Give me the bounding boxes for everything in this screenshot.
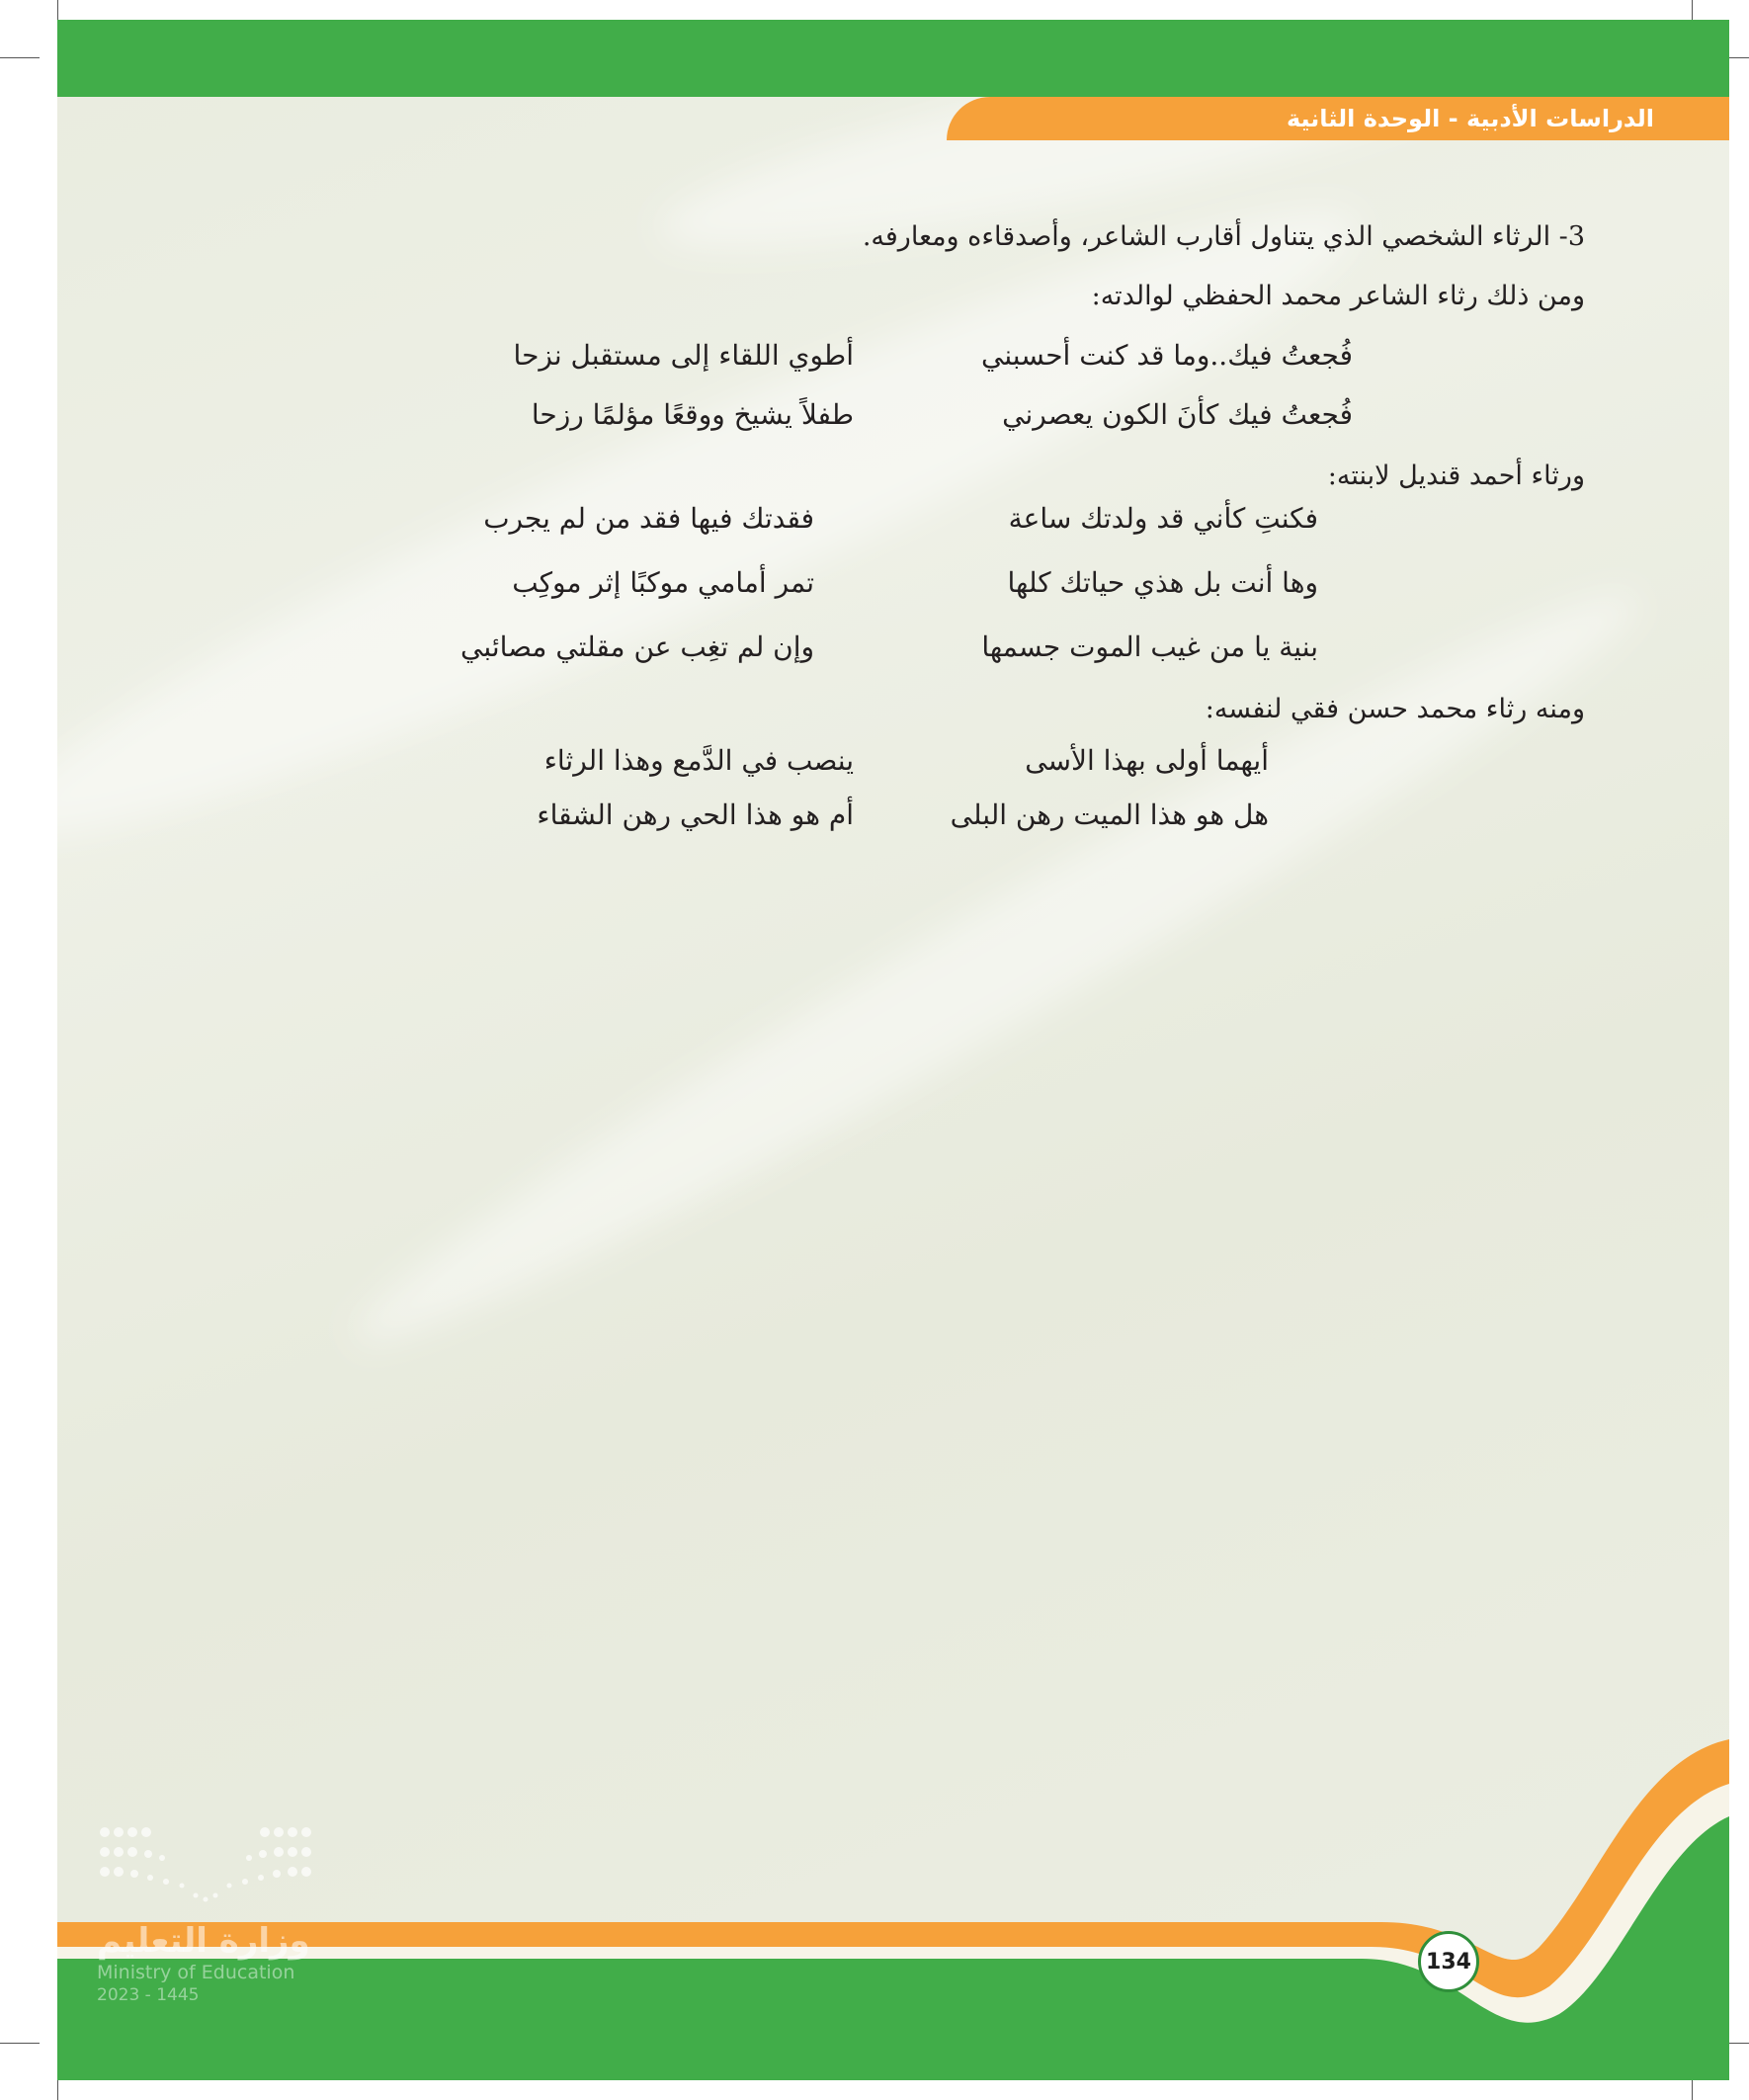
intro-paragraph: ورثاء أحمد قنديل لابنته: — [1327, 461, 1585, 491]
crop-mark — [0, 2043, 40, 2044]
intro-paragraph: ومنه رثاء محمد حسن فقي لنفسه: — [1205, 694, 1585, 724]
verse-second-half: أطوي اللقاء إلى مستقبل نزحا — [513, 339, 854, 372]
verse-second-half: وإن لم تغِب عن مقلتي مصائبي — [460, 630, 814, 663]
verse-first-half: أيهما أولى بهذا الأسى — [1025, 744, 1269, 777]
verse-second-half: فقدتك فيها فقد من لم يجرب — [483, 502, 814, 535]
verse-first-half: وها أنت بل هذي حياتك كلها — [1007, 566, 1318, 599]
ministry-logo-english: Ministry of Education — [97, 1962, 295, 1983]
verse-first-half: هل هو هذا الميت رهن البلى — [950, 798, 1269, 831]
top-green-band — [57, 20, 1729, 97]
book-page — [57, 20, 1729, 2080]
verse-second-half: ينصب في الدَّمع وهذا الرثاء — [543, 744, 854, 777]
page-number: 134 — [1418, 1931, 1479, 1992]
intro-paragraph: ومن ذلك رثاء الشاعر محمد الحفظي لوالدته: — [1091, 281, 1585, 311]
verse-first-half: فكنتِ كأني قد ولدتك ساعة — [1008, 502, 1318, 535]
verse-second-half: تمر أمامي موكبًا إثر موكِب — [512, 566, 814, 599]
verse-second-half: أم هو هذا الحي رهن الشقاء — [537, 798, 854, 831]
section-title: الدراسات الأدبية - الوحدة الثانية — [1286, 105, 1654, 132]
crop-mark — [0, 57, 40, 58]
ministry-logo-arabic: وزارة التعليم — [97, 1921, 310, 1961]
verse-second-half: طفلاً يشيخ ووقعًا مؤلمًا رزحا — [531, 398, 854, 431]
ministry-logo-icon — [97, 1824, 314, 1913]
verse-first-half: فُجعتُ فيك..وما قد كنت أحسبني — [980, 339, 1353, 372]
list-item-3: 3- الرثاء الشخصي الذي يتناول أقارب الشاعر، وأصدقاءه ومعارفه. — [862, 221, 1585, 252]
ministry-logo-year: 2023 - 1445 — [97, 1985, 200, 2005]
verse-first-half: فُجعتُ فيك كأنَ الكون يعصرني — [1002, 398, 1353, 431]
verse-first-half: بنية يا من غيب الموت جسمها — [981, 630, 1318, 663]
